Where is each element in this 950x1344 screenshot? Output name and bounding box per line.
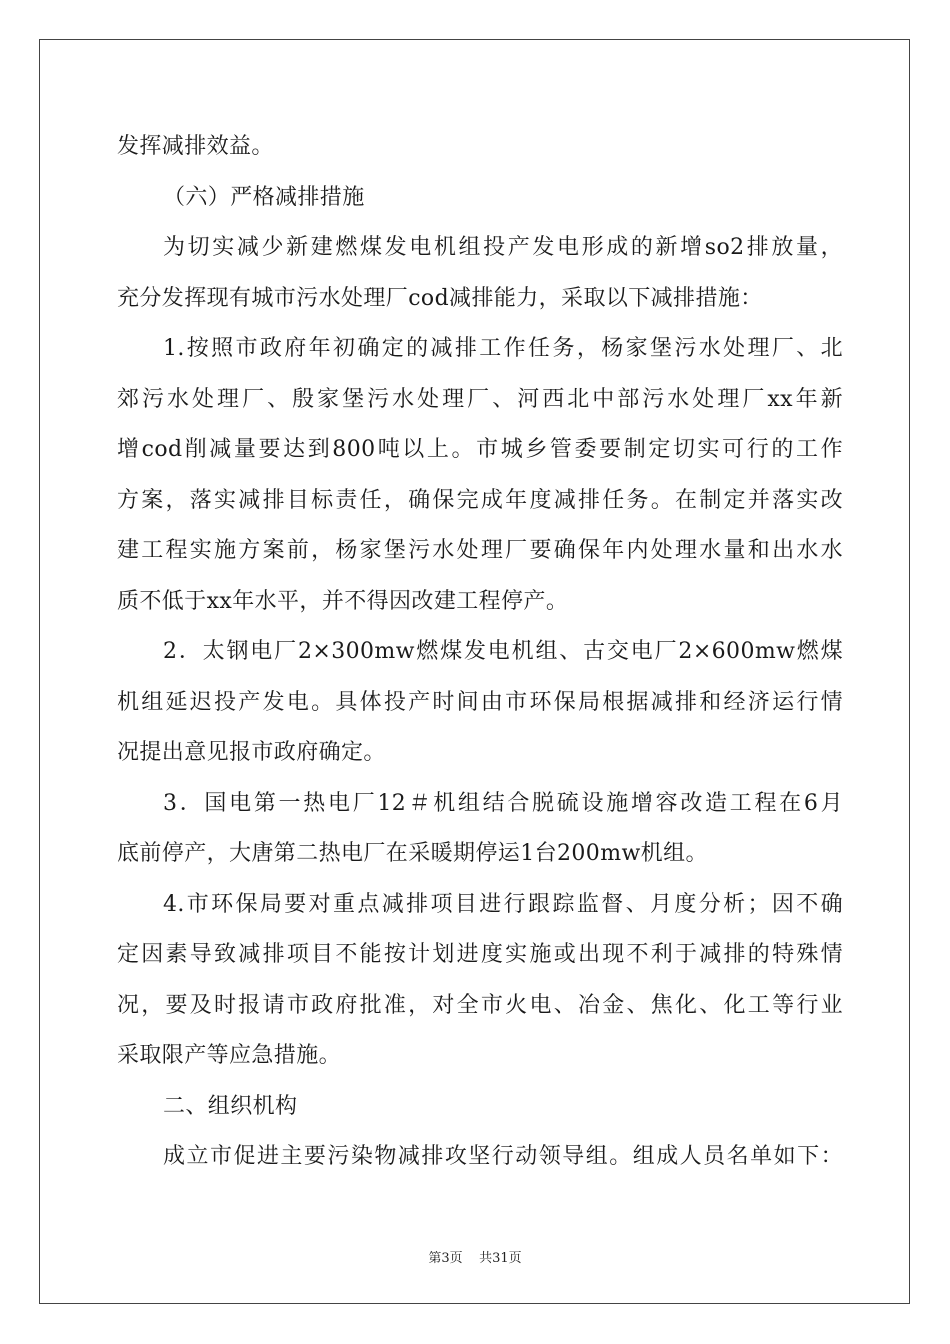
text-line: 定因素导致减排项目不能按计划进度实施或出现不利于减排的特殊情 [117,942,843,967]
text-line: 建工程实施方案前，杨家堡污水处理厂要确保年内处理水量和出水水 [117,538,843,563]
text-line: 1.按照市政府年初确定的减排工作任务，杨家堡污水处理厂、北 [163,336,843,361]
text-line: 3．国电第一热电厂12＃机组结合脱硫设施增容改造工程在6月 [163,790,843,816]
page-footer [0,1247,950,1266]
text-line: 机组延迟投产发电。具体投产时间由市环保局根据减排和经济运行情 [117,689,843,715]
text-line: 增cod削减量要达到800吨以上。市城乡管委要制定切实可行的工作 [117,437,843,462]
text-line: （六）严格减排措施 [163,184,365,210]
text-line: 充分发挥现有城市污水处理厂cod减排能力，采取以下减排措施： [117,285,763,311]
text-line: 2．太钢电厂2×300mw燃煤发电机组、古交电厂2×600mw燃煤 [163,639,843,664]
page-total: 共31页 [479,1251,522,1266]
text-line: 方案，落实减排目标责任，确保完成年度减排任务。在制定并落实改 [117,487,843,513]
text-line: 4.市环保局要对重点减排项目进行跟踪监督、月度分析；因不确 [163,891,843,917]
page-number: 第3页 [428,1251,463,1266]
text-line: 成立市促进主要污染物减排攻坚行动领导组。组成人员名单如下： [163,1144,843,1169]
document-body [117,122,843,1183]
text-line: 郊污水处理厂、殷家堡污水处理厂、河西北中部污水处理厂xx年新 [117,386,843,412]
text-line: 采取限产等应急措施。 [117,1043,342,1068]
text-line: 底前停产，大唐第二热电厂在采暖期停运1台200mw机组。 [117,841,708,866]
text-line: 况提出意见报市政府确定。 [117,740,386,765]
text-line: 况，要及时报请市政府批准，对全市火电、冶金、焦化、化工等行业 [117,992,843,1018]
text-line: 发挥减排效益。 [117,134,274,159]
text-line: 二、组织机构 [163,1093,298,1119]
text-line: 质不低于xx年水平，并不得因改建工程停产。 [117,588,569,614]
text-line: 为切实减少新建燃煤发电机组投产发电形成的新增so2排放量， [163,235,843,260]
